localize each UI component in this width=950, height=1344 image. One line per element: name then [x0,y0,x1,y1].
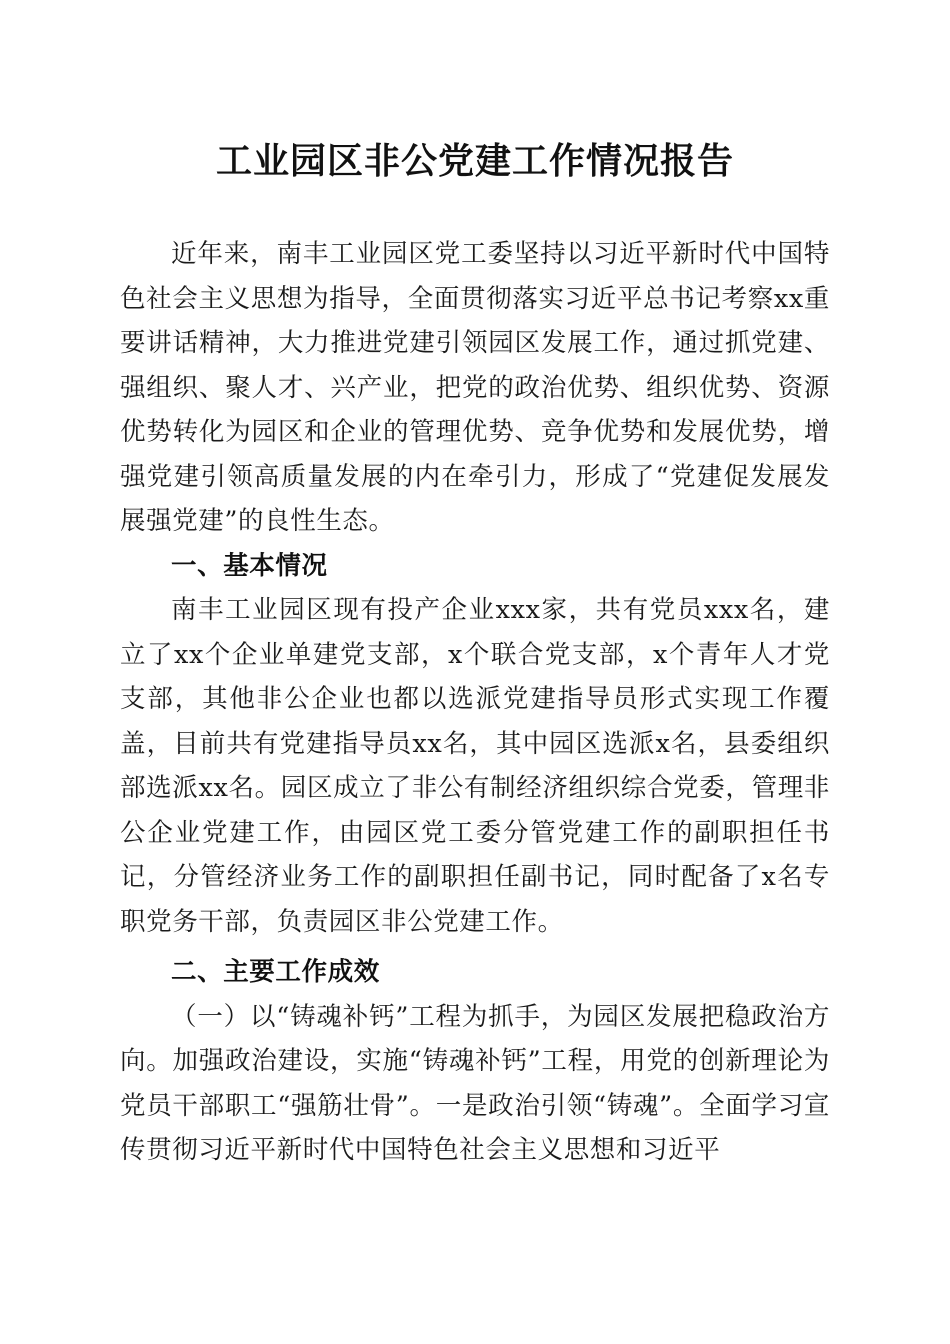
section-paragraph-results: （一）以“铸魂补钙”工程为抓手，为园区发展把稳政治方向。加强政治建设，实施“铸魂补钙”工程，用党的创新理论为党员干部职工“强筋壮骨”。一是政治引领“铸魂”。全面学习宣传贯彻习近平新时代中国特色社会主义思想和习近平 [120,1001,830,1165]
document-body [120,232,830,1173]
intro-paragraph: 近年来，南丰工业园区党工委坚持以习近平新时代中国特色社会主义思想为指导，全面贯彻落实习近平总书记考察xx重要讲话精神，大力推进党建引领园区发展工作，通过抓党建、强组织、聚人才、兴产业，把党的政治优势、组织优势、资源优势转化为园区和企业的管理优势、竞争优势和发展优势，增强党建引领高质量发展的内在牵引力，形成了“党建促发展发展强党建”的良性生态。 [120,239,830,536]
section-heading-results: 二、主要工作成效 [171,957,380,987]
document-title: 工业园区非公党建工作情况报告 [215,140,734,182]
section-heading-basic: 一、基本情况 [171,550,328,581]
section-paragraph-basic: 南丰工业园区现有投产企业xxx家，共有党员xxx名，建立了xx个企业单建党支部，x个联合党支部，x个青年人才党支部，其他非公企业也都以选派党建指导员形式实现工作覆盖，目前共有党建指导员xx名，其中园区选派x名，县委组织部选派xx名。园区成立了非公有制经济组织综合党委，管理非公企业党建工作，由园区党工委分管党建工作的副职担任书记，分管经济业务工作的副职担任副书记，同时配备了x名专职党务干部，负责园区非公党建工作。 [120,595,830,937]
